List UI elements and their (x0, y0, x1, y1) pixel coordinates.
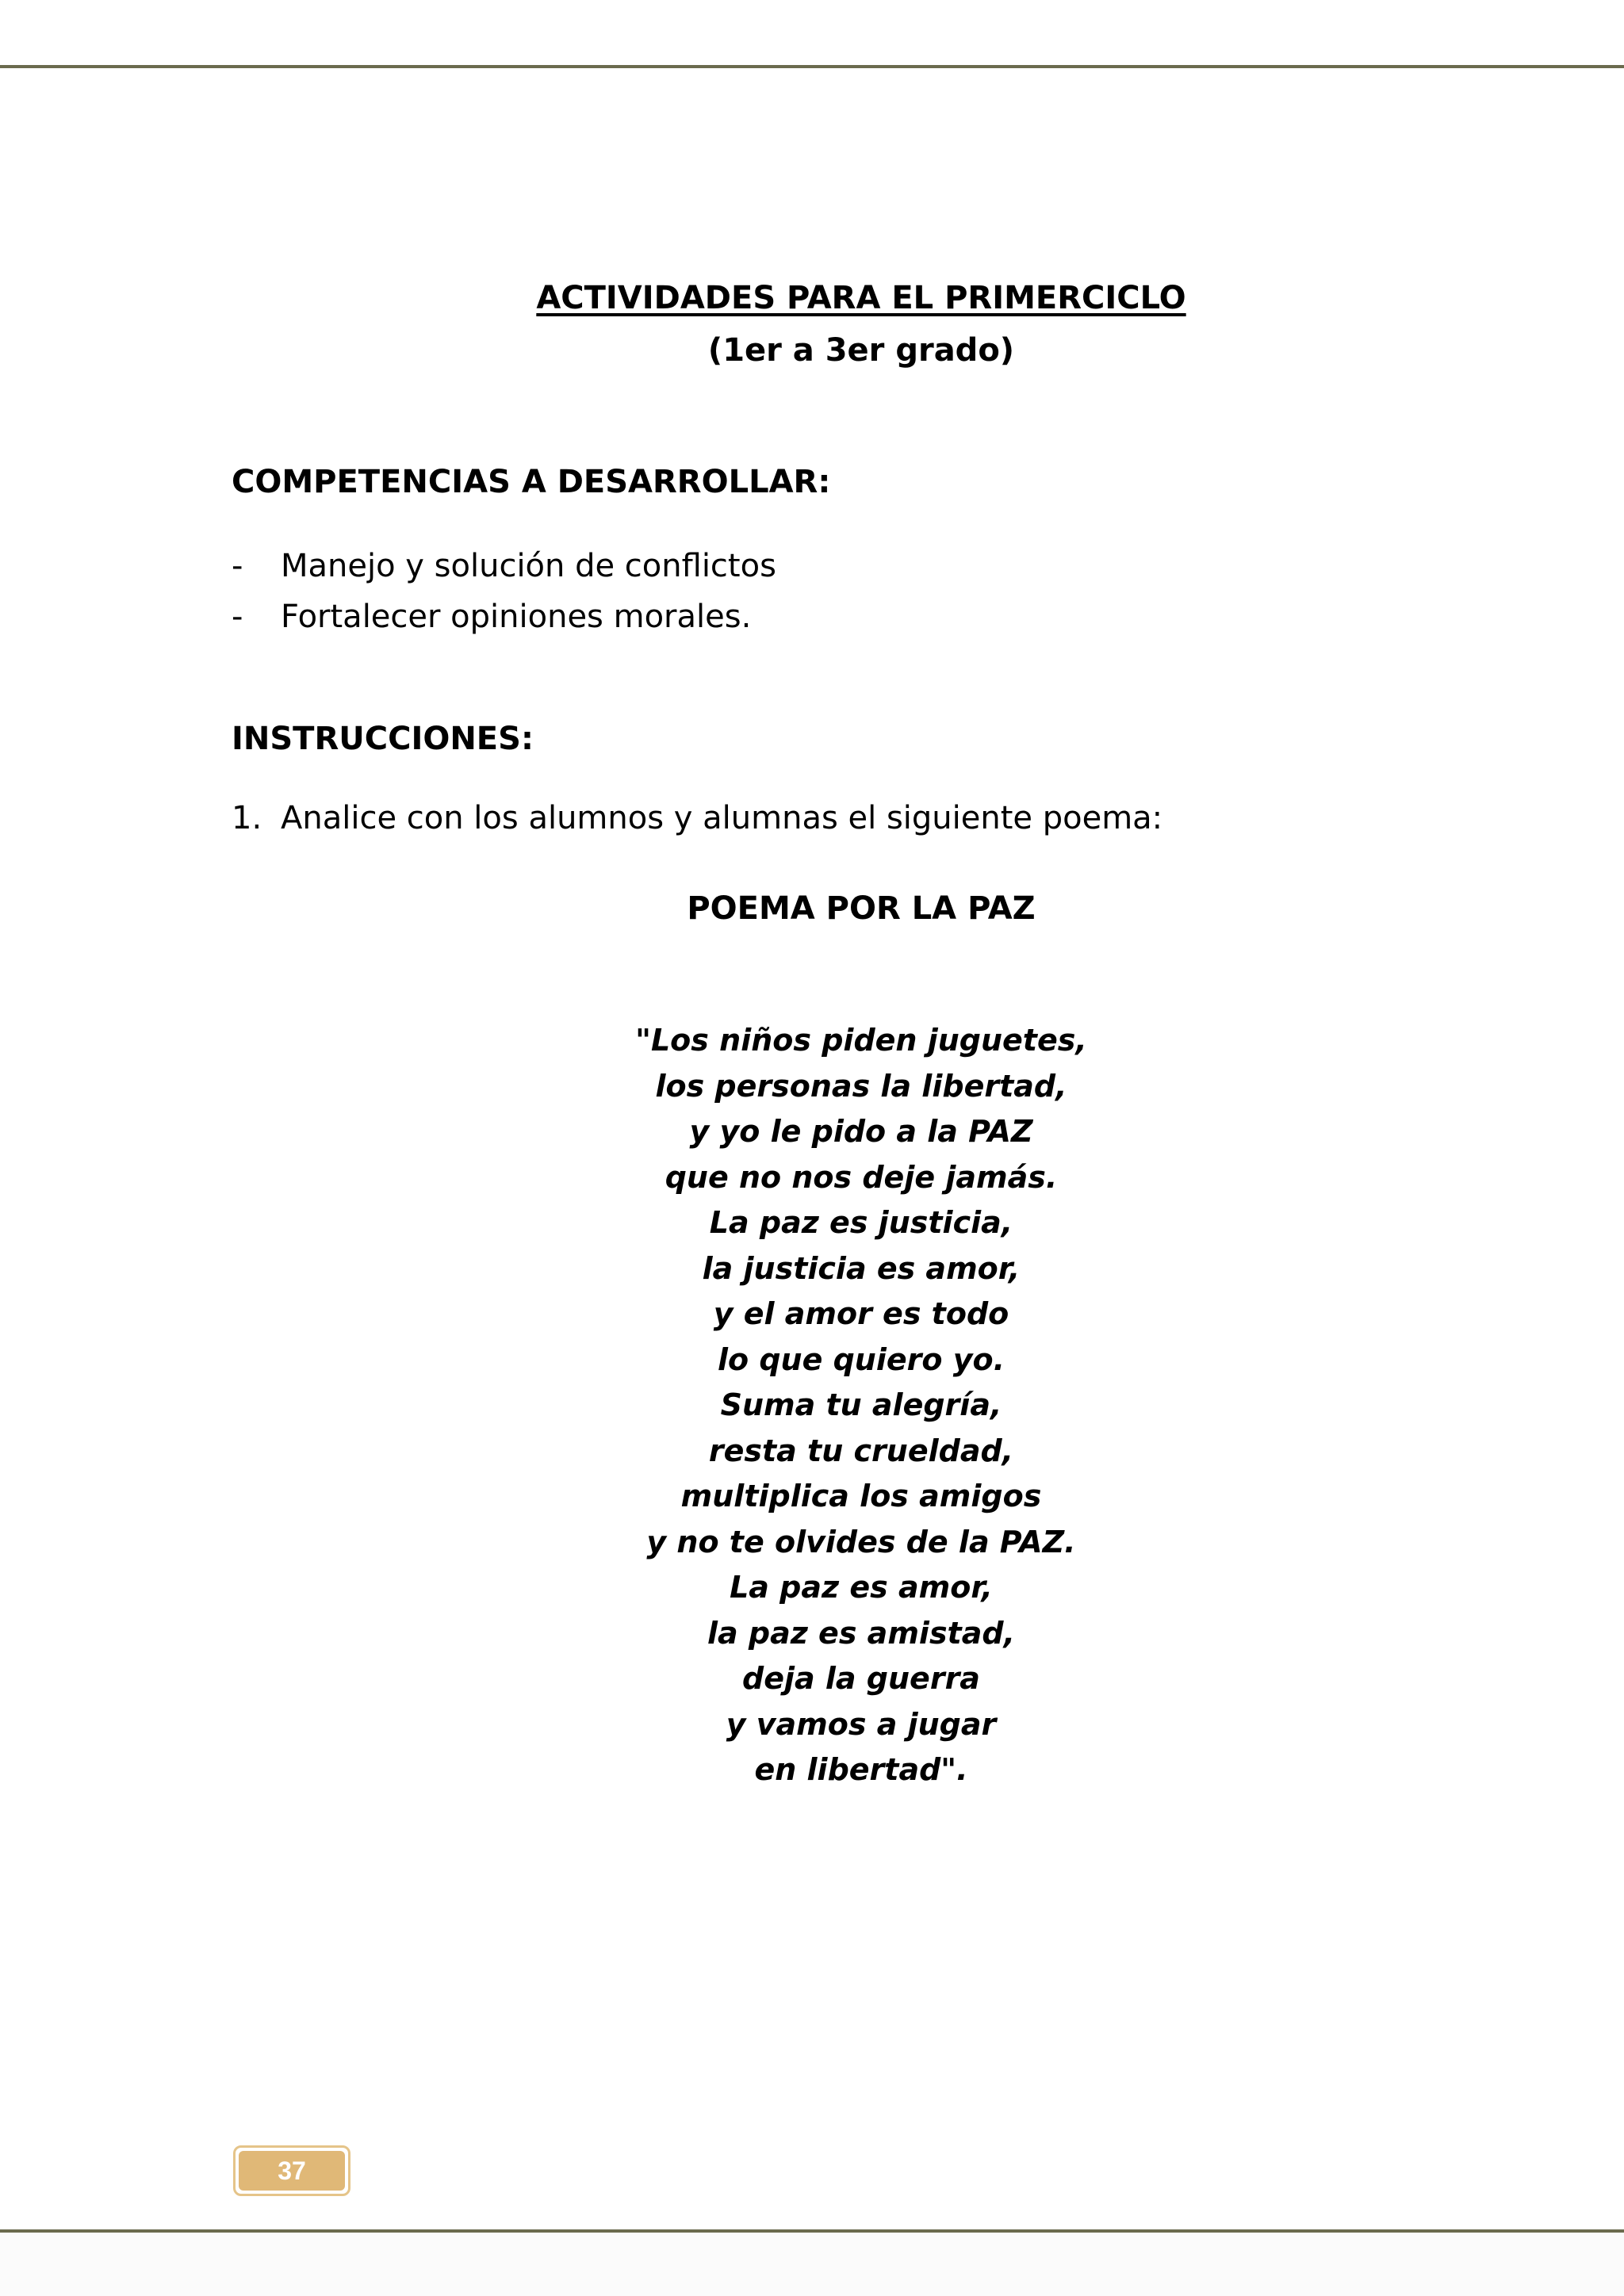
competencia-text: Manejo y solución de conflictos (281, 548, 776, 584)
poem-line: y no te olvides de la PAZ. (646, 1524, 1076, 1559)
poem-line: La paz es amor, (730, 1570, 993, 1605)
poem-line: "Los niños piden juguetes, (635, 1023, 1087, 1058)
poem-line: resta tu crueldad, (708, 1433, 1014, 1468)
poem-line: deja la guerra (742, 1661, 980, 1696)
bullet-marker: - (232, 599, 243, 635)
poem-line: multiplica los amigos (680, 1479, 1042, 1513)
poem-line: La paz es justicia, (709, 1205, 1013, 1240)
step-number: 1. (232, 800, 262, 836)
poem-line: que no nos deje jamás. (665, 1159, 1058, 1195)
competencia-item (232, 541, 776, 591)
poem-line: y yo le pido a la PAZ (689, 1114, 1033, 1149)
poem-line: y vamos a jugar (726, 1706, 997, 1742)
poem-line: la justicia es amor, (702, 1250, 1021, 1286)
poem-line: Suma tu alegría, (720, 1387, 1002, 1422)
poem-line: y el amor es todo (713, 1296, 1009, 1331)
page-subtitle: (1er a 3er grado) (707, 332, 1015, 369)
poem-title: POEMA POR LA PAZ (687, 890, 1036, 927)
poem-body (0, 1018, 1624, 1793)
page-number: 37 (239, 2151, 345, 2191)
competencia-text: Fortalecer opiniones morales. (281, 599, 752, 635)
poem-line: los personas la libertad, (655, 1068, 1067, 1104)
page-number-badge (233, 2145, 350, 2196)
step-text: Analice con los alumnos y alumnas el siguiente poema: (281, 800, 1163, 836)
instrucciones-heading: INSTRUCCIONES: (232, 721, 534, 757)
poem-line: lo que quiero yo. (717, 1341, 1005, 1377)
poem-line: la paz es amistad, (707, 1615, 1016, 1651)
bullet-marker: - (232, 548, 243, 584)
footer-band (0, 2233, 1624, 2296)
page-title: ACTIVIDADES PARA EL PRIMERCICLO (536, 280, 1186, 316)
instruction-step (232, 799, 1162, 837)
competencias-heading: COMPETENCIAS A DESARROLLAR: (232, 464, 831, 500)
competencias-list (232, 541, 776, 642)
poem-line: en libertad". (754, 1752, 968, 1787)
competencia-item (232, 591, 776, 642)
header-rule (0, 65, 1624, 68)
